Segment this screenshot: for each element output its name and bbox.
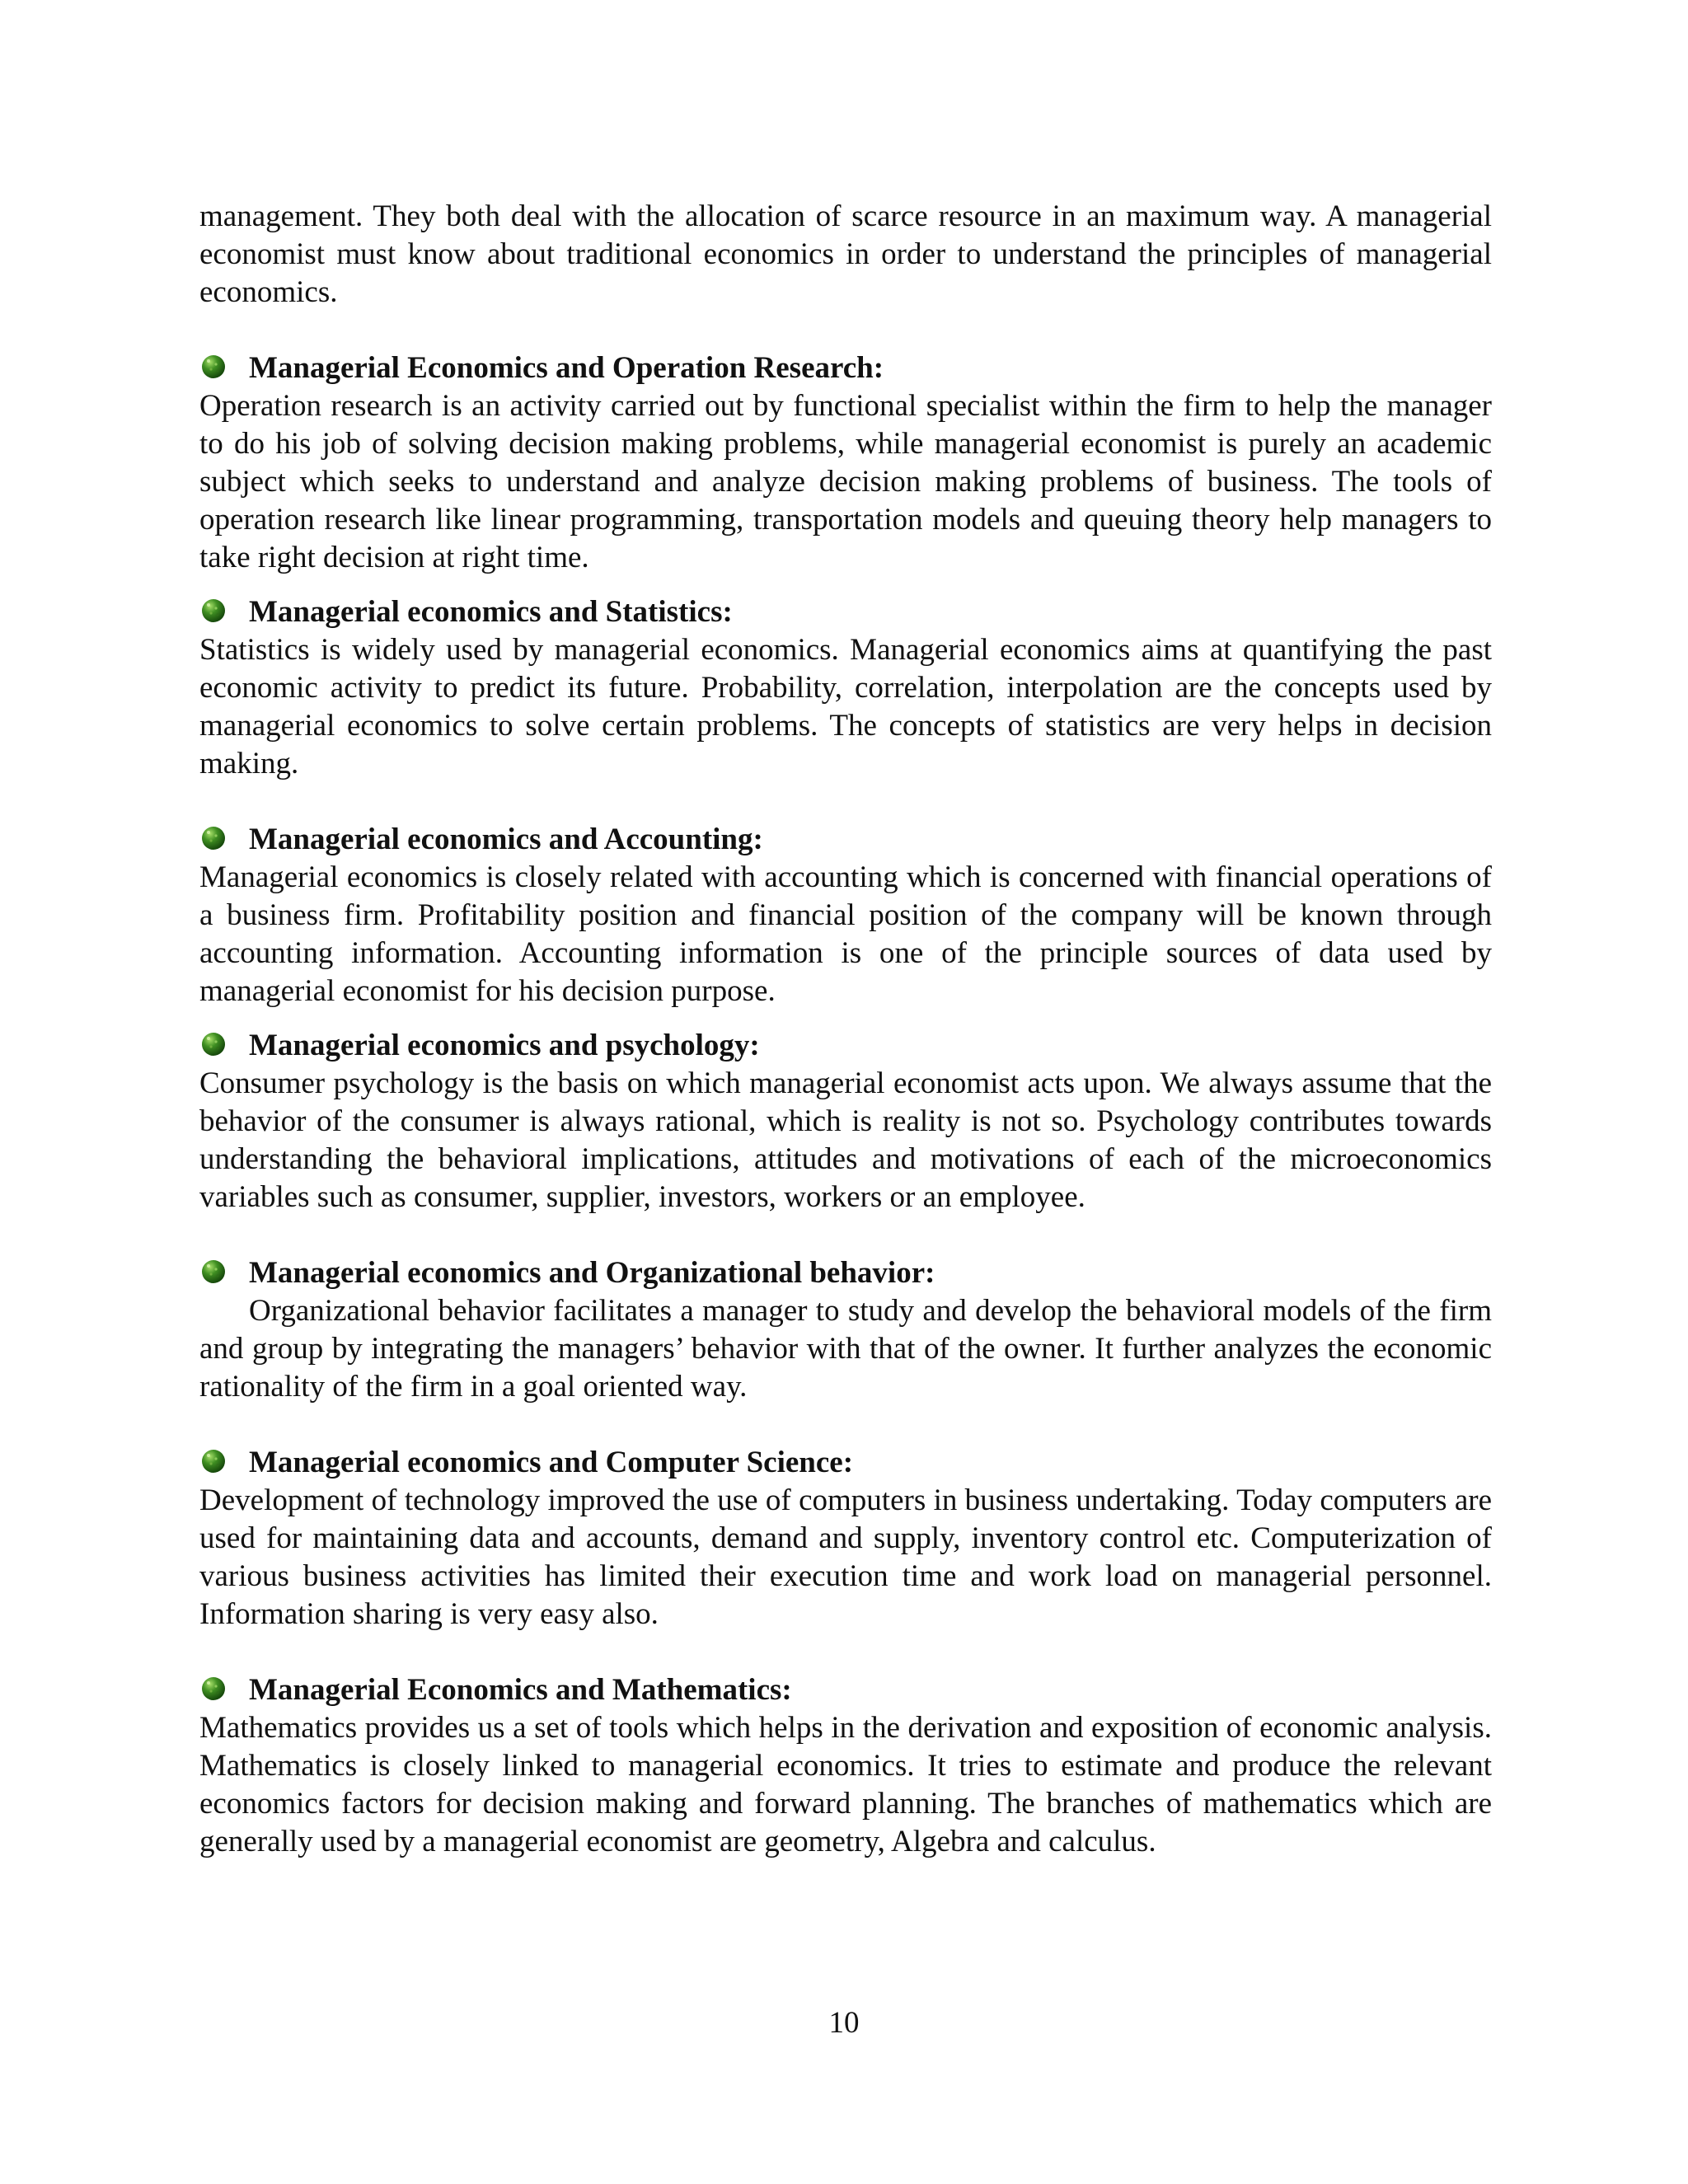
intro-paragraph: management. They both deal with the allocation of scarce resource in an maximum way. A managerial economist must know about traditional economics in order to understand the principles of managerial economics. <box>199 199 1492 309</box>
section-body: Statistics is widely used by managerial economics. Managerial economics aims at quantifying the past economic activity to predict its future. Probability, correlation, interpolation are the concepts used by managerial economics to solve certain problems. The concepts of statistics are very helps in decision making. <box>199 633 1492 780</box>
document-page <box>199 198 1492 1861</box>
bullet-icon <box>199 1675 227 1703</box>
bullet-icon <box>199 1447 227 1475</box>
section-body: Operation research is an activity carried out by functional specialist within the firm to help the manager to do his job of solving decision making problems, while managerial economist is purely an academic subject which seeks to understand and analyze decision making problems of business. The tools of operation research like linear programming, transportation models and queuing theory help managers to take right decision at right time. <box>199 389 1492 574</box>
section-computer-science <box>199 1444 1492 1633</box>
section-heading: Managerial Economics and Operation Research: <box>199 349 1492 387</box>
section-statistics <box>199 593 1492 783</box>
section-organizational-behavior <box>199 1254 1492 1406</box>
section-body: Mathematics provides us a set of tools which helps in the derivation and exposition of economic analysis. Mathematics is closely linked to managerial economics. It tries to estimate and produce the relevant economics factors for decision making and forward planning. The branches of mathematics which are generally used by a managerial economist are geometry, Algebra and calculus. <box>199 1711 1492 1858</box>
bullet-icon <box>199 353 227 381</box>
page-number: 10 <box>828 2006 860 2040</box>
section-body: Development of technology improved the use of computers in business undertaking. Today computers are used for maintaining data and accounts, demand and supply, inventory control etc. Computerization of various business activities has limited their execution time and work load on managerial personnel. Information sharing is very easy also. <box>199 1483 1492 1631</box>
section-heading: Managerial economics and Organizational behavior: <box>199 1254 1492 1292</box>
section-heading: Managerial economics and Computer Science: <box>199 1444 1492 1482</box>
bullet-icon <box>199 1258 227 1286</box>
section-body: Consumer psychology is the basis on which managerial economist acts upon. We always assume that the behavior of the consumer is always rational, which is reality is not so. Psychology contributes towards understanding the behavioral implications, attitudes and motivations of each of the microeconomics variables such as consumer, supplier, investors, workers or an employee. <box>199 1066 1492 1214</box>
section-body: Organizational behavior facilitates a manager to study and develop the behavioral models of the firm and group by integrating the managers’ behavior with that of the owner. It further analyzes the economic rationality of the firm in a goal oriented way. <box>199 1294 1492 1404</box>
section-heading: Managerial Economics and Mathematics: <box>199 1671 1492 1709</box>
bullet-icon <box>199 597 227 625</box>
section-operation-research <box>199 349 1492 577</box>
section-mathematics <box>199 1671 1492 1861</box>
bullet-icon <box>199 1030 227 1058</box>
section-body: Managerial economics is closely related with accounting which is concerned with financial operations of a business firm. Profitability position and financial position of the company will be known through accounting information. Accounting information is one of the principle sources of data used by managerial economist for his decision purpose. <box>199 860 1492 1008</box>
section-heading: Managerial economics and Accounting: <box>199 821 1492 859</box>
section-heading: Managerial economics and Statistics: <box>199 593 1492 631</box>
bullet-icon <box>199 824 227 852</box>
section-accounting <box>199 821 1492 1010</box>
section-psychology <box>199 1027 1492 1216</box>
section-heading: Managerial economics and psychology: <box>199 1027 1492 1065</box>
